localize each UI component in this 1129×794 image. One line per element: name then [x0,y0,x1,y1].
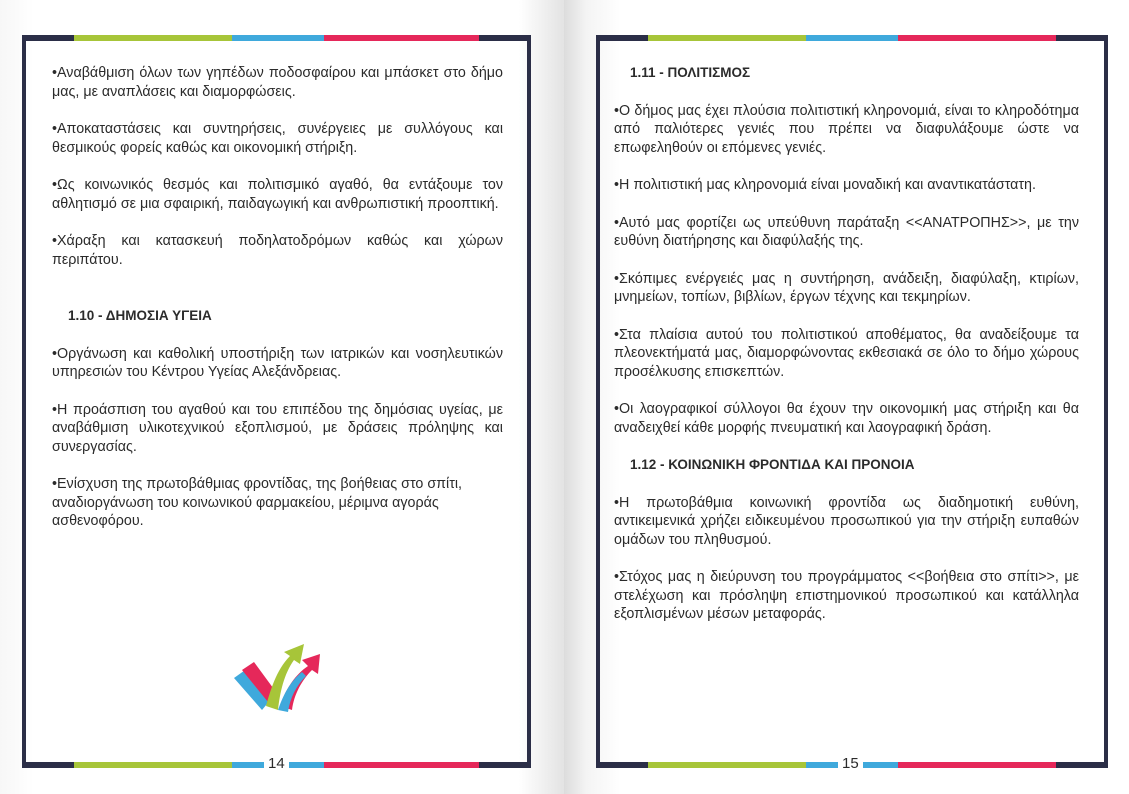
paragraph: •Ο δήμος μας έχει πλούσια πολιτιστική κληρονομιά, είναι το κληροδότημα από παλιότερες γενιές που πρέπει να διαφυλάξουμε ώστε να επωφεληθούν οι επόμενες γενιές. [614,102,1079,156]
paragraph: •Σκόπιμες ενέργειές μας η συντήρηση, ανάδειξη, διαφύλαξη, κτιρίων, μνημείων, τοπίων, βιβλίων, έργων τέχνης και τεκμηρίων. [614,270,1079,305]
color-bar-top [596,35,1108,41]
paragraph: •Αναβάθμιση όλων των γηπέδων ποδοσφαίρου και μπάσκετ στο δήμο μας, με αναπλάσεις και διαμορφώσεις. [52,65,503,100]
page-content [614,64,1079,643]
paragraph: •Η πρωτοβάθμια κοινωνική φροντίδα ως διαδημοτική ευθύνη, αντικειμενικά χρήζει ειδικευμένου προσωπικού για την στήριξη ευπαθών ομάδων του πληθυσμού. [614,494,1079,548]
section-heading: 1.10 - ΔΗΜΟΣΙΑ ΥΓΕΙΑ [68,308,212,323]
color-bar-top [22,35,531,41]
section-heading: 1.11 - ΠΟΛΙΤΙΣΜΟΣ [630,65,751,80]
arrows-logo-icon [232,640,328,712]
paragraph: •Ενίσχυση της πρωτοβάθμιας φροντίδας, της βοήθειας στο σπίτι, αναδιοργάνωση του κοινωνικού φαρμακείου, μέριμνα αγοράς ασθενοφόρου. [52,476,463,529]
paragraph: •Ως κοινωνικός θεσμός και πολιτισμικό αγαθό, θα εντάξουμε τον αθλητισμό σε μια σφαιρική, παιδαγωγική και ανθρωπιστική προοπτική. [52,177,503,212]
left-page [0,0,564,794]
paragraph: •Στα πλαίσια αυτού του πολιτιστικού αποθέματος, θα αναδείξουμε τα πλεονεκτήματά μας, διαμορφώνοντας εκθεσιακά σε όλο το δήμο χώρους προσέλκυσης επισκεπτών. [614,326,1079,380]
section-heading: 1.12 - ΚΟΙΝΩΝΙΚΗ ΦΡΟΝΤΙΔΑ ΚΑΙ ΠΡΟΝΟΙΑ [630,457,915,472]
page-content [52,64,503,550]
page-number: 15 [838,754,863,774]
paragraph: •Η προάσπιση του αγαθού και του επιπέδου της δημόσιας υγείας, με αναβάθμιση υλικοτεχνικού εξοπλισμού, με δράσεις πρόληψης και συνεργασίας. [52,401,503,455]
paragraph: •Στόχος μας η διεύρυνση του προγράμματος <<βοήθεια στο σπίτι>>, με στελέχωση και πρόσληψη επιστημονικού προσωπικού και κατάλληλα εξοπλισμένων μέσων μεταφοράς. [614,569,1079,622]
paragraph: •Χάραξη και κατασκευή ποδηλατοδρόμων καθώς και χώρων περιπάτου. [52,233,503,268]
paragraph: •Οργάνωση και καθολική υποστήριξη των ιατρικών και νοσηλευτικών υπηρεσιών του Κέντρου Υγείας Αλεξάνδρειας. [52,345,503,380]
paragraph: •Αποκαταστάσεις και συντηρήσεις, συνέργειες με συλλόγους και θεσμικούς φορείς καθώς και οικονομική στήριξη. [52,121,503,156]
paragraph: •Αυτό μας φορτίζει ως υπεύθυνη παράταξη <<ΑΝΑΤΡΟΠΗΣ>>, με την ευθύνη διατήρησης και διαφύλαξής της. [614,214,1079,249]
paragraph: •Οι λαογραφικοί σύλλογοι θα έχουν την οικονομική μας στήριξη και θα αναδειχθεί κάθε μορφής πνευματική και λαογραφική δράση. [614,401,1079,436]
page-number: 14 [264,754,289,774]
paragraph: •Η πολιτιστική μας κληρονομιά είναι μοναδική και αναντικατάστατη. [614,177,1036,193]
right-page [564,0,1129,794]
